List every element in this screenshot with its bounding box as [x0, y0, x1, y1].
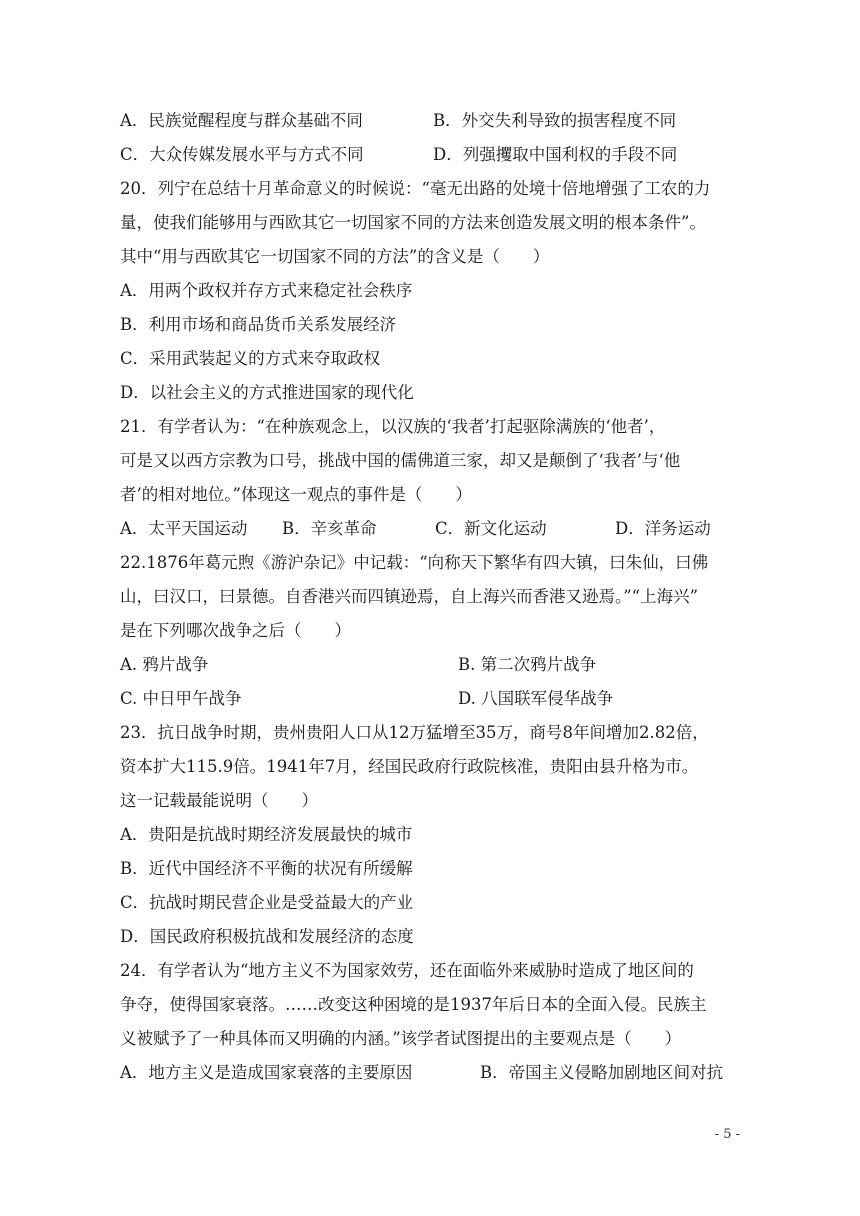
page-number: - 5 -	[714, 1127, 740, 1142]
q21-stem-line-3: 者’的相对地位。”体现这一观点的事件是（ ）	[120, 485, 472, 504]
q23-stem-line-3: 这一记载最能说明（ ）	[120, 791, 318, 810]
q22-stem-line-3: 是在下列哪次战争之后（ ）	[120, 621, 351, 640]
q20-option-d[interactable]: D．以社会主义的方式推进国家的现代化	[120, 383, 414, 402]
q20-stem-line-2: 量，使我们能够用与西欧其它一切国家不同的方法来创造发展文明的根本条件”。	[120, 213, 706, 232]
q23-option-d[interactable]: D．国民政府积极抗战和发展经济的态度	[120, 927, 414, 946]
q21-options-row	[120, 512, 745, 546]
q19-options-row-2	[120, 138, 745, 172]
q21-option-a[interactable]: A．太平天国运动	[120, 519, 248, 538]
q20-stem-line-1: 20．列宁在总结十月革命意义的时候说：“毫无出路的处境十倍地增强了工农的力	[120, 179, 711, 198]
q23-stem-line-1: 23．抗日战争时期，贵州贵阳人口从12万猛增至35万，商号8年间增加2.82倍，	[120, 723, 709, 742]
q20-option-a[interactable]: A．用两个政权并存方式来稳定社会秩序	[120, 281, 413, 300]
q24-stem-line-3: 义被赋予了一种具体而又明确的内涵。”该学者试图提出的主要观点是（ ）	[120, 1029, 682, 1048]
q21-stem-line-2: 可是又以西方宗教为口号，挑战中国的儒佛道三家，却又是颠倒了‘我者’与‘他	[120, 451, 681, 470]
q19-option-b[interactable]: B．外交失利导致的损害程度不同	[433, 111, 677, 130]
q22-option-d[interactable]: D. 八国联军侵华战争	[458, 689, 614, 708]
q22-options-row-1	[120, 648, 745, 682]
q19-option-c[interactable]: C．大众传媒发展水平与方式不同	[120, 145, 364, 164]
q22-option-a[interactable]: A. 鸦片战争	[120, 655, 209, 674]
q22-options-row-2	[120, 682, 745, 716]
q23-option-b[interactable]: B．近代中国经济不平衡的状况有所缓解	[120, 859, 413, 878]
q20-option-b[interactable]: B．利用市场和商品货币关系发展经济	[120, 315, 397, 334]
q22-option-b[interactable]: B. 第二次鸦片战争	[458, 655, 597, 674]
q23-stem-line-2: 资本扩大115.9倍。1941年7月，经国民政府行政院核准，贵阳由县升格为市。	[120, 757, 699, 776]
q23-option-c[interactable]: C．抗战时期民营企业是受益最大的产业	[120, 893, 414, 912]
q21-option-c[interactable]: C．新文化运动	[435, 519, 547, 538]
q23-option-a[interactable]: A．贵阳是抗战时期经济发展最快的城市	[120, 825, 413, 844]
q20-option-c[interactable]: C．采用武装起义的方式来夺取政权	[120, 349, 381, 368]
q24-option-b[interactable]: B．帝国主义侵略加剧地区间对抗	[480, 1063, 724, 1082]
q21-stem-line-1: 21．有学者认为：“在种族观念上，以汉族的‘我者’打起驱除满族的‘他者’，	[120, 417, 666, 436]
q21-option-d[interactable]: D．洋务运动	[615, 519, 711, 538]
q22-stem-line-2: 山，曰汉口，曰景德。自香港兴而四镇逊焉，自上海兴而香港又逊焉。”“上海兴”	[120, 587, 699, 606]
q24-option-a[interactable]: A．地方主义是造成国家衰落的主要原因	[120, 1063, 413, 1082]
question-content	[120, 104, 745, 1090]
q24-stem-line-2: 争夺，使得国家衰落。……改变这种困境的是1937年后日本的全面入侵。民族主	[120, 995, 707, 1014]
q24-options-row-1	[120, 1056, 745, 1090]
q19-option-a[interactable]: A．民族觉醒程度与群众基础不同	[120, 111, 363, 130]
q24-stem-line-1: 24．有学者认为“地方主义不为国家效劳，还在面临外来威胁时造成了地区间的	[120, 961, 694, 980]
q19-options-row-1	[120, 104, 745, 138]
q22-option-c[interactable]: C. 中日甲午战争	[120, 689, 242, 708]
q21-option-b[interactable]: B．辛亥革命	[282, 519, 377, 538]
q20-stem-line-3: 其中“用与西欧其它一切国家不同的方法”的含义是（ ）	[120, 247, 550, 266]
q19-option-d[interactable]: D．列强攫取中国利权的手段不同	[433, 145, 678, 164]
q22-stem-line-1: 22.1876年葛元煦《游沪杂记》中记载：“向称天下繁华有四大镇，曰朱仙，曰佛	[120, 553, 709, 572]
